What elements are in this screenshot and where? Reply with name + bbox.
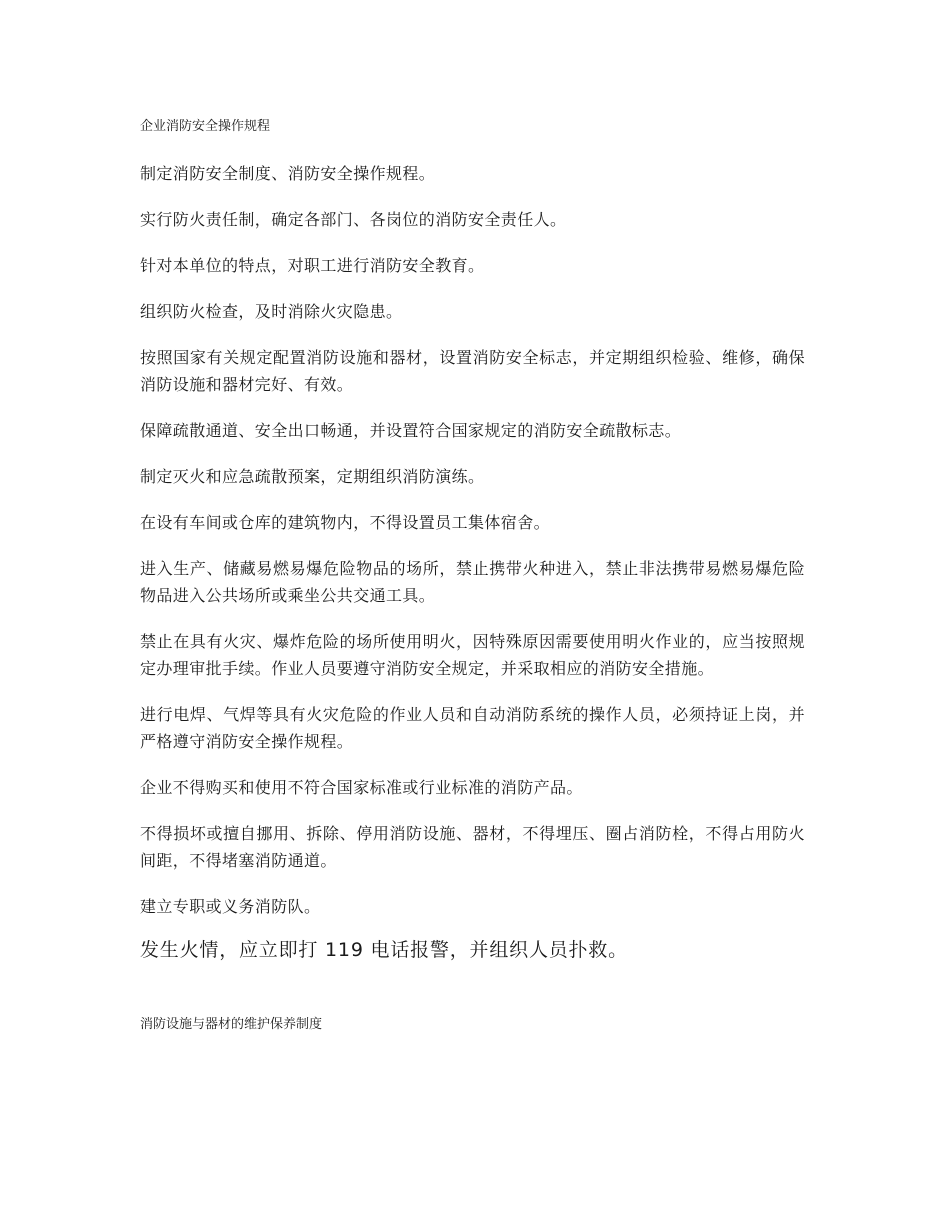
rule-item: 针对本单位的特点，对职工进行消防安全教育。 [140,256,485,275]
rule-item: 制定消防安全制度、消防安全操作规程。 [140,164,436,183]
rule-item: 禁止在具有火灾、爆炸危险的场所使用明火，因特殊原因需要使用明火作业的，应当按照规定办理审批手续。作业人员要遵守消防安全规定，并采取相应的消防安全措施。 [140,632,805,678]
rule-item: 在设有车间或仓库的建筑物内，不得设置员工集体宿舍。 [140,513,551,532]
rule-item: 制定灭火和应急疏散预案，定期组织消防演练。 [140,467,485,486]
rule-item: 进入生产、储藏易燃易爆危险物品的场所，禁止携带火种进入，禁止非法携带易燃易爆危险物品进入公共场所或乘坐公共交通工具。 [140,559,805,605]
next-section-title: 消防设施与器材的维护保养制度 [140,1017,323,1032]
rule-item: 组织防火检查，及时消除火灾隐患。 [140,302,403,321]
rule-item: 实行防火责任制，确定各部门、各岗位的消防安全责任人。 [140,210,567,229]
rule-item: 企业不得购买和使用不符合国家标准或行业标准的消防产品。 [140,778,583,797]
document-title: 企业消防安全操作规程 [140,119,271,134]
rules-list [140,160,805,979]
rule-item: 进行电焊、气焊等具有火灾危险的作业人员和自动消防系统的操作人员，必须持证上岗，并严格遵守消防安全操作规程。 [140,705,805,751]
rule-item: 不得损坏或擅自挪用、拆除、停用消防设施、器材，不得埋压、圈占消防栓，不得占用防火间距，不得堵塞消防通道。 [140,824,805,870]
rule-item: 保障疏散通道、安全出口畅通，并设置符合国家规定的消防安全疏散标志。 [140,421,682,440]
rule-item: 建立专职或义务消防队。 [140,897,321,916]
rule-item-emergency: 发生火情，应立即打 119 电话报警，并组织人员扑救。 [140,939,628,961]
rule-item: 按照国家有关规定配置消防设施和器材，设置消防安全标志，并定期组织检验、维修，确保消防设施和器材完好、有效。 [140,348,805,394]
